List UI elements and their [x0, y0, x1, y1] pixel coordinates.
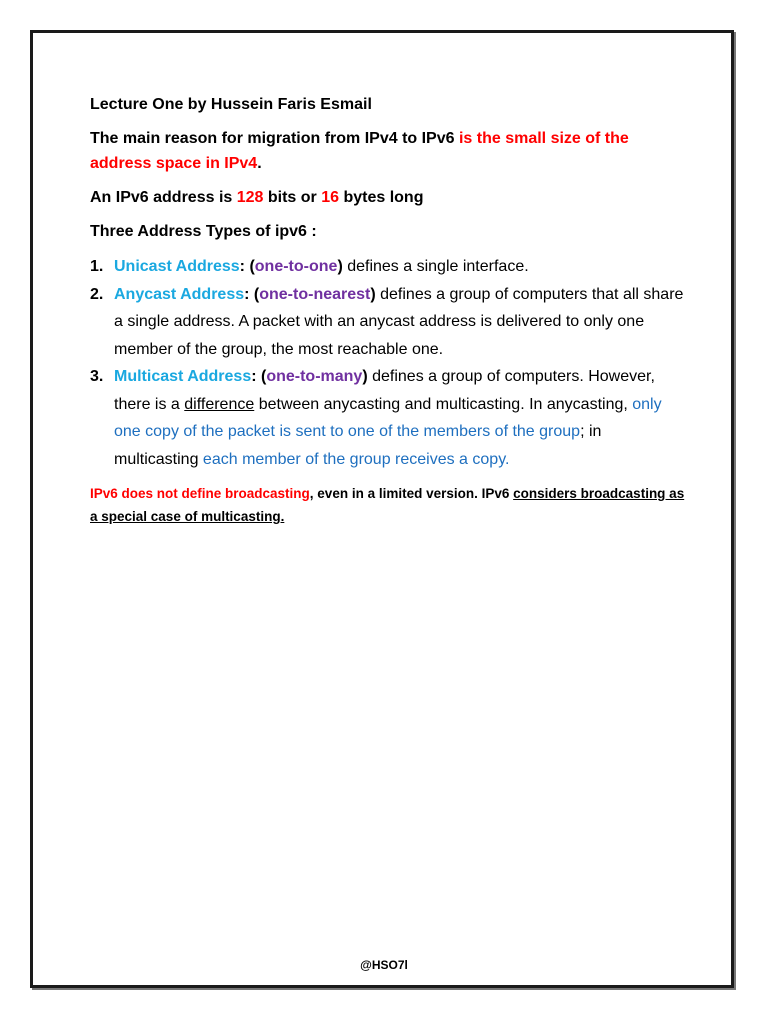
address-size-suffix: bytes long [339, 189, 424, 206]
broadcast-note [90, 482, 690, 528]
lecture-title: Lecture One by Hussein Faris Esmail [90, 96, 372, 113]
page-footer: @HSO7l [360, 958, 408, 972]
list-number: 3. [90, 368, 104, 385]
unicast-name: Unicast Address [114, 258, 240, 275]
anycast-colon: : ( [244, 285, 260, 303]
multicast-highlight-1: only one copy of the packet is sent to one of the members of the group [114, 395, 662, 440]
anycast-mode: one-to-nearest [259, 285, 371, 303]
address-size-prefix: An IPv6 address is [90, 189, 237, 206]
multicast-mode: one-to-many [266, 368, 363, 385]
multicast-name: Multicast Address [114, 368, 252, 385]
broadcast-note-middle: , even in a limited version. IPv6 [309, 486, 514, 501]
address-size-paragraph [90, 185, 690, 210]
unicast-mode: one-to-one [254, 258, 338, 275]
list-item-anycast [90, 281, 690, 364]
migration-reason: is the small size of the address space in IPv4 [90, 130, 629, 172]
multicast-underlined-word: difference [184, 395, 255, 413]
address-bits-value: 128 [236, 189, 264, 206]
address-types-list [90, 253, 690, 473]
anycast-close: ) [370, 285, 376, 303]
broadcast-note-underlined: considers broadcasting as a special case of multicasting. [90, 486, 685, 524]
document-body [90, 92, 690, 528]
address-size-middle: bits or [263, 189, 322, 206]
address-bytes-value: 16 [321, 189, 340, 206]
multicast-close: ) [362, 368, 368, 385]
multicast-highlight-2: each member of the group receives a copy. [202, 450, 510, 468]
multicast-description-2: between anycasting and multicasting. In anycasting, [254, 395, 633, 413]
anycast-description: defines a group of computers that all share a single address. A packet with an anycast address is delivered to only one member of the group, the most reachable one. [114, 285, 684, 358]
unicast-colon: : ( [239, 258, 255, 275]
unicast-close: ) [337, 258, 343, 275]
list-item-multicast [90, 363, 690, 473]
migration-end: . [257, 155, 262, 172]
list-item-unicast [90, 253, 690, 281]
unicast-description: defines a single interface. [342, 258, 529, 275]
migration-paragraph [90, 126, 690, 176]
anycast-name: Anycast Address [114, 285, 245, 303]
list-number: 2. [90, 285, 104, 303]
list-number: 1. [90, 258, 104, 275]
multicast-description-3: ; in multicasting [114, 423, 602, 468]
broadcast-note-red: IPv6 does not define broadcasting [90, 486, 310, 501]
migration-lead: The main reason for migration from IPv4 to IPv6 [90, 130, 459, 147]
multicast-colon: : ( [251, 368, 267, 385]
types-heading: Three Address Types of ipv6 : [90, 223, 317, 240]
multicast-description-1: defines a group of computers. However, there is a [114, 368, 655, 413]
